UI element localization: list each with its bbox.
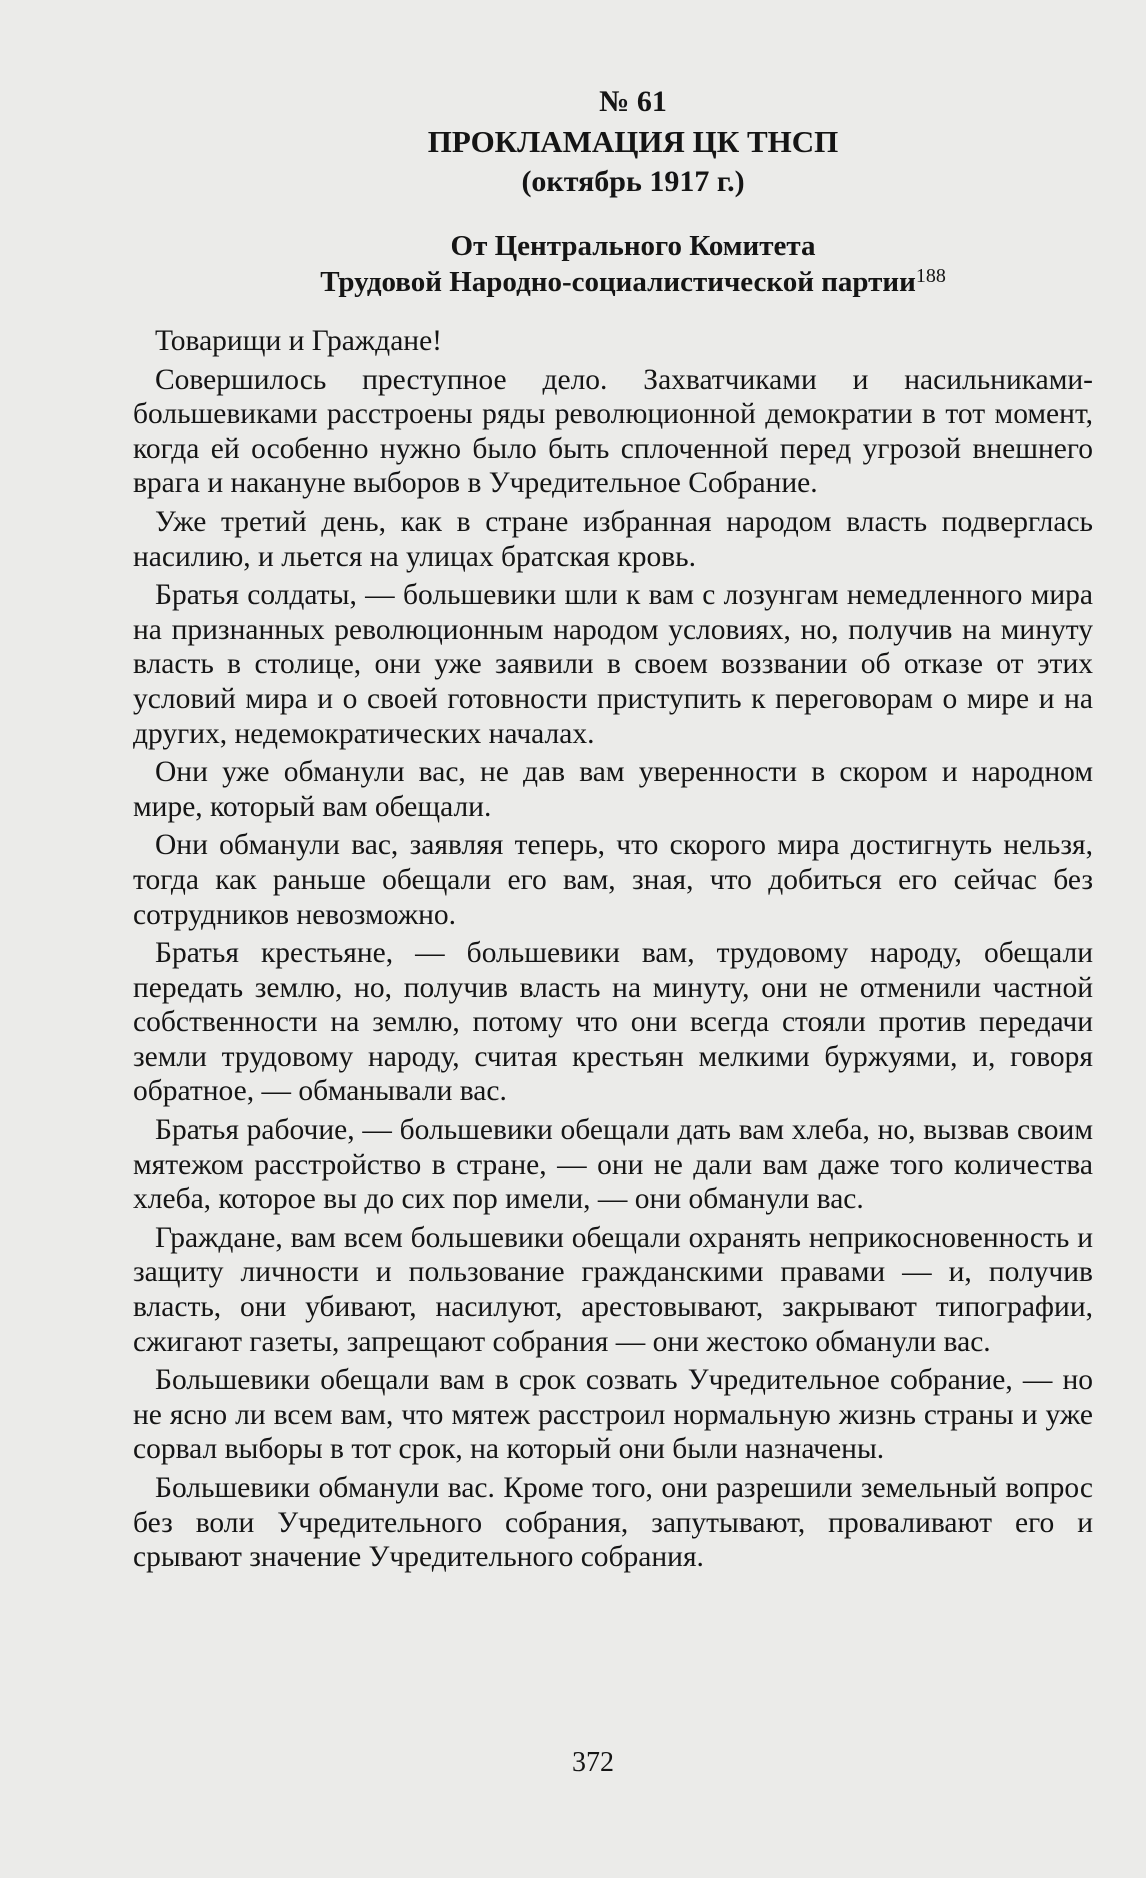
- page-number: 372: [572, 1747, 614, 1778]
- page-content: [133, 82, 1093, 1579]
- heading-line-2-text: Трудовой Народно-социалистической партии: [320, 266, 916, 298]
- paragraph: Граждане, вам всем большевики обещали охранять неприкосновенность и защиту личности и пользование гражданскими правами — и, получив власть, они убивают, насилуют, арестовывают, закрывают типографии, сжигают газеты, запрещают собрания — они жестоко обманули вас.: [133, 1221, 1093, 1358]
- document-title: ПРОКЛАМАЦИЯ ЦК ТНСП: [427, 124, 839, 159]
- footnote-reference: 188: [915, 265, 946, 287]
- heading-line-1: От Центрального Комитета: [450, 230, 816, 262]
- paragraph: Уже третий день, как в стране избранная народом власть подверглась насилию, и льется на улицах братская кровь.: [133, 505, 1093, 573]
- paragraph: Совершилось преступное дело. Захватчиками и насильниками-большевиками расстроены ряды революционной демократии в тот момент, когда ей особенно нужно было быть сплоченной перед угрозой внешнего врага и накануне выборов в Учредительное Собрание.: [133, 363, 1093, 500]
- paragraph: Они уже обманули вас, не дав вам уверенности в скором и народном мире, который вам обещали.: [133, 756, 1093, 823]
- body-text: [133, 324, 1093, 1575]
- paragraph: Братья солдаты, — большевики шли к вам с лозунгам немедленного мира на признанных революционным народом условиях, но, получив на минуту власть в столице, они уже заявили в своем воззвании об отказе от этих условий мира и о своей готовности приступить к переговорам о мире и на других, недемократических началах.: [133, 579, 1093, 750]
- document-date: (октябрь 1917 г.): [521, 165, 745, 198]
- paragraph: Они обманули вас, заявляя теперь, что скорого мира достигнуть нельзя, тогда как раньше обещали его вам, зная, что добиться его сейчас без сотрудников невозможно.: [133, 829, 1093, 931]
- heading-line-2: [173, 264, 1093, 300]
- paragraph: Братья рабочие, — большевики обещали дать вам хлеба, но, вызвав своим мятежом расстройство в стране, — они не дали вам даже того количества хлеба, которое вы до сих пор имели, — они обманули вас.: [133, 1114, 1093, 1216]
- paragraph: Большевики обманули вас. Кроме того, они разрешили земельный вопрос без воли Учредительного собрания, запутывают, проваливают его и срывают значение Учредительного собрания.: [133, 1472, 1093, 1574]
- document-number: № 61: [599, 85, 667, 118]
- paragraph: Братья крестьяне, — большевики вам, трудовому народу, обещали передать землю, но, получив власть на минуту, они не отменили частной собственности на землю, потому что они всегда стояли против передачи земли трудовому народу, считая крестьян мелкими буржуями, и, говоря обратное, — обманывали вас.: [133, 937, 1093, 1108]
- paragraph: Товарищи и Граждане!: [155, 325, 442, 357]
- paragraph: Большевики обещали вам в срок созвать Учредительное собрание, — но не ясно ли всем вам, что мятеж расстроил нормальную жизнь страны и уже сорвал выборы в тот срок, на который они были назначены.: [133, 1364, 1093, 1466]
